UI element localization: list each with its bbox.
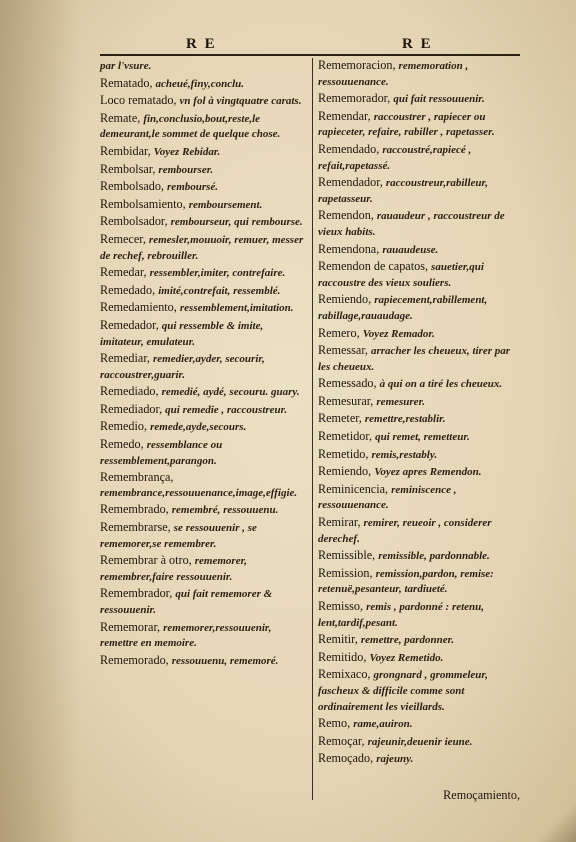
headword: Rememoracion,	[318, 58, 396, 72]
headword: Remembrado,	[100, 502, 169, 517]
headword: Remecer,	[100, 231, 146, 246]
headword: Remirar,	[318, 515, 361, 530]
dictionary-entry	[318, 109, 520, 140]
definition: Voyez apres Remendon.	[374, 466, 482, 479]
dictionary-entry	[100, 214, 306, 230]
headword: Rembidar,	[100, 143, 151, 158]
dictionary-entry	[100, 653, 306, 669]
dictionary-entry	[100, 620, 306, 651]
dictionary-entry	[100, 384, 306, 400]
definition: rauaudeur , raccoustreur de vieux habits.	[318, 210, 505, 238]
headword: Remesurar,	[318, 393, 374, 408]
headword: Remembrarse,	[100, 520, 171, 535]
dictionary-entry	[318, 175, 520, 206]
dictionary-entry	[100, 162, 306, 178]
definition: raccoustrer , rapiecer ou rapieceter, refaire, rabiller , rapetasser.	[318, 110, 495, 139]
definition: remedier,ayder, secourir, raccoustrer,guarir.	[100, 353, 265, 381]
dictionary-entry	[318, 58, 520, 89]
headword: Remiendo,	[318, 292, 372, 307]
headword: Remembrador,	[100, 586, 173, 601]
headword: Remoçar,	[318, 733, 365, 748]
definition: qui ressemble & imite, imitateur, emulateur.	[100, 319, 264, 348]
definition: vn fol à vingtquatre carats.	[179, 95, 302, 108]
dictionary-entry	[100, 502, 306, 518]
dictionary-entry	[318, 566, 520, 597]
dictionary-entry	[318, 242, 520, 258]
dictionary-entry	[100, 300, 306, 316]
dictionary-entry	[318, 650, 520, 666]
headword: Remedado,	[100, 282, 156, 297]
headword: Remetidor,	[318, 429, 373, 444]
headword: Remission,	[318, 565, 373, 580]
definition: Voyez Remetido.	[369, 651, 444, 664]
right-column	[318, 58, 520, 769]
dictionary-entry	[318, 292, 520, 323]
definition: Voyez Rebidar.	[153, 145, 221, 158]
dictionary-entry	[318, 548, 520, 564]
dictionary-entry	[318, 716, 520, 732]
definition: remirer, reueoir , considerer derechef.	[318, 517, 492, 545]
definition: remis,restably.	[371, 448, 438, 461]
headword: Remo,	[318, 716, 351, 731]
dictionary-entry	[100, 265, 306, 281]
dictionary-entry	[100, 58, 306, 74]
definition: qui remet, remetteur.	[375, 431, 470, 444]
dictionary-entry	[100, 93, 306, 109]
dictionary-entry	[100, 470, 306, 500]
dictionary-entry	[100, 232, 306, 263]
running-head-right: R E	[402, 36, 433, 52]
definition: se ressouuenir , se rememorer,se remembrer.	[100, 522, 257, 550]
definition: remis , pardonné : retenu, lent,tardif,pesant.	[318, 601, 485, 629]
definition: ressembler,imiter, contrefaire.	[149, 267, 286, 280]
dictionary-entry	[100, 318, 306, 349]
definition: remede,ayde,secours.	[150, 421, 247, 434]
definition: acheué,finy,conclu.	[155, 77, 245, 90]
definition: rame,auiron.	[353, 718, 413, 731]
dictionary-entry	[100, 144, 306, 160]
definition: remettre,restablir.	[364, 413, 446, 426]
definition: remesler,mouuoir, remuer, messer de rechef, rebrouiller.	[100, 233, 304, 262]
headword: Rememorador,	[318, 91, 391, 106]
headword: Rematado,	[100, 75, 153, 90]
headword: Rembolsador,	[100, 214, 168, 229]
headword: Remediado,	[100, 384, 159, 399]
column-divider	[312, 58, 313, 800]
headword: Remixaco,	[318, 667, 371, 682]
dictionary-entry	[100, 586, 306, 617]
dictionary-entry	[318, 447, 520, 463]
headword: Remediador,	[100, 401, 163, 416]
headword: Remedo,	[100, 437, 144, 452]
definition: qui remedie , raccoustreur.	[165, 403, 288, 416]
page-corner-shadow	[536, 802, 576, 842]
headword: Remoçado,	[318, 751, 374, 766]
dictionary-entry	[318, 599, 520, 630]
definition: ressemblance ou ressemblement,parangon.	[100, 439, 223, 467]
headword: Remedamiento,	[100, 300, 177, 315]
definition: remission,pardon, remise: retenuë,pesanteur, tardiueté.	[318, 567, 494, 596]
left-column	[100, 58, 306, 670]
dictionary-entry	[100, 437, 306, 468]
headword: Reminicencia,	[318, 481, 389, 496]
dictionary-entry	[100, 402, 306, 418]
definition: remboursement.	[188, 198, 263, 211]
dictionary-entry	[318, 751, 520, 767]
definition: qui fait ressouuenir.	[393, 93, 485, 106]
headword: Remedar,	[100, 265, 147, 280]
dictionary-entry	[100, 419, 306, 435]
headword: Remisso,	[318, 599, 364, 613]
headword: Remitido,	[318, 649, 367, 664]
headword: Remate,	[100, 110, 141, 125]
headword: Remendar,	[318, 108, 371, 123]
definition: rauaudeuse.	[382, 243, 439, 256]
definition: grongnard , grommeleur, fascheux & difficile comme sont ordinairement les vieillards.	[318, 669, 488, 713]
definition: imité,contrefait, ressemblé.	[158, 284, 281, 297]
definition: remettre, pardonner.	[360, 634, 455, 647]
headword: Remeter,	[318, 411, 362, 426]
definition: ressouuenu, rememoré.	[171, 654, 279, 667]
headword: Remessado,	[318, 376, 377, 391]
headword: Remembrança,	[100, 470, 174, 485]
gutter-shadow	[0, 0, 80, 842]
headword: Remiendo,	[318, 464, 372, 479]
headword: Remitir,	[318, 632, 358, 647]
headword: Remendado,	[318, 141, 380, 156]
definition: Voyez Remador.	[362, 327, 435, 340]
definition: rembourseur, qui rembourse.	[170, 216, 303, 229]
headword: Rembolsamiento,	[100, 196, 186, 211]
definition: remesurer.	[376, 395, 425, 408]
dictionary-entry	[318, 734, 520, 750]
dictionary-entry	[100, 283, 306, 299]
definition: rememoration , ressouuenance.	[318, 60, 469, 88]
headword: Remetido,	[318, 446, 369, 461]
definition: reminiscence , ressouuenance.	[318, 483, 457, 512]
definition: rapiecement,rabillement, rabillage,rauaudage.	[318, 294, 488, 322]
headword: Remediar,	[100, 351, 150, 366]
headword: Remendon,	[318, 208, 374, 223]
dictionary-entry	[318, 208, 520, 239]
definition: rememorer,ressouuenir, remettre en memoire.	[100, 621, 272, 650]
definition: remembrance,ressouuenance,image,effigie.	[100, 486, 298, 499]
dictionary-entry	[318, 376, 520, 392]
definition: par l'vsure.	[100, 60, 152, 72]
definition: raccoustré,rapiecé , refait,rapetassé.	[318, 143, 472, 172]
dictionary-entry	[318, 632, 520, 648]
definition: à qui on a tiré les cheueux.	[379, 378, 503, 391]
dictionary-entry	[100, 520, 306, 551]
catchword: Remoçamiento,	[443, 788, 520, 802]
headword: Rembolsado,	[100, 179, 164, 194]
headword: Remendona,	[318, 241, 380, 256]
definition: rembourser.	[158, 163, 214, 176]
running-head	[108, 36, 526, 52]
dictionary-entry	[318, 259, 520, 290]
dictionary-entry	[318, 482, 520, 513]
headword: Remedador,	[100, 317, 159, 332]
headword: Remendon de capatos,	[318, 259, 428, 274]
definition: fin,conclusio,bout,reste,le demeurant,le sommet de quelque chose.	[100, 112, 281, 141]
definition: raccoustreur,rabilleur, rapetasseur.	[318, 177, 488, 205]
definition: remboursé.	[167, 181, 219, 194]
definition: sauetier,qui raccoustre des vieux souliers.	[318, 261, 484, 289]
definition: remissible, pardonnable.	[378, 550, 490, 563]
definition: remedié, aydé, secouru. guary.	[161, 386, 300, 399]
running-head-left: R E	[186, 36, 217, 52]
dictionary-entry	[318, 91, 520, 107]
headword: Remissible,	[318, 548, 376, 563]
headword: Remero,	[318, 325, 360, 340]
definition: ressemblement,imitation.	[179, 302, 294, 315]
definition: remembré, ressouuenu.	[171, 504, 279, 517]
dictionary-entry	[318, 429, 520, 445]
dictionary-entry	[318, 667, 520, 714]
dictionary-entry	[318, 142, 520, 173]
dictionary-entry	[318, 394, 520, 410]
headword: Remedio,	[100, 419, 148, 434]
dictionary-entry	[100, 179, 306, 195]
dictionary-entry	[318, 464, 520, 480]
dictionary-entry	[100, 351, 306, 382]
dictionary-entry	[318, 343, 520, 374]
dictionary-entry	[100, 111, 306, 142]
definition: rememorer, remembrer,faire ressouuenir.	[100, 555, 248, 583]
headword: Loco rematado,	[100, 93, 177, 108]
definition: rajeuny.	[376, 753, 414, 766]
dictionary-entry	[318, 515, 520, 546]
definition: qui fait rememorer & ressouuenir.	[100, 588, 273, 616]
headword: Remembrar à otro,	[100, 553, 192, 568]
headword: Remessar,	[318, 343, 368, 358]
dictionary-entry	[100, 197, 306, 213]
dictionary-entry	[100, 76, 306, 92]
definition: arracher les cheueux, tirer par les cheueux.	[318, 345, 511, 373]
headword: Rememorado,	[100, 652, 169, 667]
header-rule	[100, 54, 520, 56]
dictionary-entry	[100, 553, 306, 584]
dictionary-entry	[318, 411, 520, 427]
headword: Rembolsar,	[100, 161, 156, 176]
headword: Rememorar,	[100, 619, 161, 634]
definition: rajeunir,deuenir ieune.	[367, 735, 473, 748]
headword: Remendador,	[318, 175, 383, 190]
dictionary-entry	[318, 326, 520, 342]
